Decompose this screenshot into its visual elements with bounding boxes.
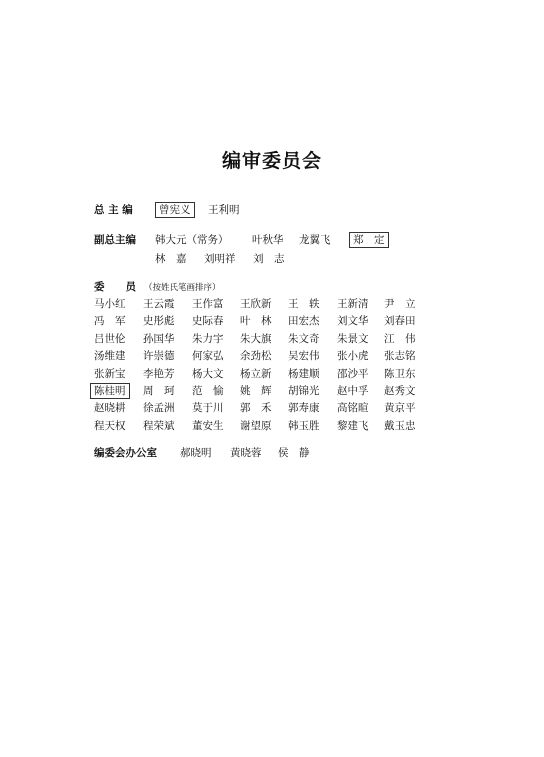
member-name: 高铭暄: [337, 402, 369, 415]
member-name: 王欣新: [240, 298, 272, 310]
member-name: 周 珂: [143, 385, 175, 397]
member-name: 吴宏伟: [288, 350, 320, 363]
member-name: 汤维建: [94, 350, 126, 363]
member-name: 范 愉: [192, 385, 224, 397]
office-label: 编委会办公室: [94, 447, 157, 459]
member-name: 张新宝: [94, 367, 126, 380]
member-name: 朱景文: [337, 332, 369, 345]
member-name: 张小虎: [337, 350, 369, 363]
members-label: 委 员: [94, 281, 136, 293]
member-name: 董安生: [192, 419, 224, 432]
member-name: 马小红: [94, 298, 126, 310]
member-name: 王云霞: [143, 298, 175, 310]
member-name: 赵晓耕: [94, 402, 126, 415]
member-name: 谢望原: [240, 419, 272, 432]
member-name: 赵秀文: [384, 385, 416, 397]
member-name: 叶 林: [240, 315, 272, 328]
member-name: 黄京平: [384, 402, 416, 415]
member-name: 陈桂明: [90, 383, 130, 399]
member-name: 赵中孚: [337, 385, 369, 397]
office-name: 黄晓蓉: [230, 447, 262, 459]
member-name: 陈卫东: [384, 367, 416, 380]
chief-editor-name: 王利明: [208, 204, 240, 216]
member-name: 黎建飞: [337, 419, 369, 432]
member-name: 史彤彪: [143, 315, 175, 328]
member-name: 戴玉忠: [384, 419, 416, 432]
office-name: 侯 静: [278, 447, 310, 459]
member-name: 莫于川: [192, 402, 224, 415]
deputy-chief-editor-label: 副总主编: [94, 234, 136, 246]
member-name: 李艳芳: [143, 367, 175, 380]
member-name: 江 伟: [384, 332, 416, 345]
member-name: 杨立新: [240, 367, 272, 380]
member-name: 徐孟洲: [143, 402, 175, 415]
member-name: 朱大旗: [240, 332, 272, 345]
member-name: 胡锦光: [288, 385, 320, 397]
chief-editor-label: 总 主 编: [94, 204, 133, 216]
member-name: 程天权: [94, 419, 126, 432]
member-name: 刘春田: [384, 315, 416, 328]
deputy-chief-editor-name: 龙翼飞: [299, 234, 331, 246]
member-name: 王作富: [192, 298, 224, 310]
member-name: 何家弘: [192, 350, 224, 363]
deputy-chief-editor-name: 韩大元（常务）: [155, 234, 229, 246]
member-name: 余劲松: [240, 350, 272, 363]
member-name: 郭 禾: [240, 402, 272, 415]
page-title: 编审委员会: [221, 150, 322, 172]
member-name: 史际春: [192, 315, 224, 328]
member-name: 孙国华: [143, 332, 175, 345]
member-name: 冯 军: [94, 315, 126, 328]
member-name: 杨大文: [192, 367, 224, 380]
member-name: 田宏杰: [288, 315, 320, 328]
members-sort-note: （按姓氏笔画排序）: [144, 283, 221, 293]
member-name: 王 轶: [288, 298, 320, 310]
member-name: 吕世伦: [94, 332, 126, 345]
deputy-chief-editor-name: 刘明祥: [204, 253, 236, 265]
member-name: 邵沙平: [337, 367, 369, 380]
member-name: 王新清: [337, 298, 369, 310]
member-name: 姚 辉: [240, 385, 272, 397]
member-name: 朱文奇: [288, 332, 320, 345]
chief-editor-name: 曾宪义: [155, 202, 195, 218]
deputy-chief-editor-name: 林 嘉: [155, 253, 187, 265]
member-name: 刘文华: [337, 315, 369, 328]
member-name: 朱力宇: [192, 332, 224, 345]
member-name: 郭寿康: [288, 402, 320, 415]
member-name: 许崇德: [143, 350, 175, 363]
member-name: 韩玉胜: [288, 419, 320, 432]
deputy-chief-editor-name: 郑 定: [349, 232, 389, 248]
office-name: 郝晓明: [180, 447, 212, 459]
deputy-chief-editor-name: 叶秋华: [252, 234, 284, 246]
member-name: 尹 立: [384, 298, 416, 310]
member-name: 张志铭: [384, 350, 416, 363]
deputy-chief-editor-name: 刘 志: [253, 253, 285, 265]
member-name: 杨建顺: [288, 367, 320, 380]
member-name: 程荣斌: [143, 419, 175, 432]
